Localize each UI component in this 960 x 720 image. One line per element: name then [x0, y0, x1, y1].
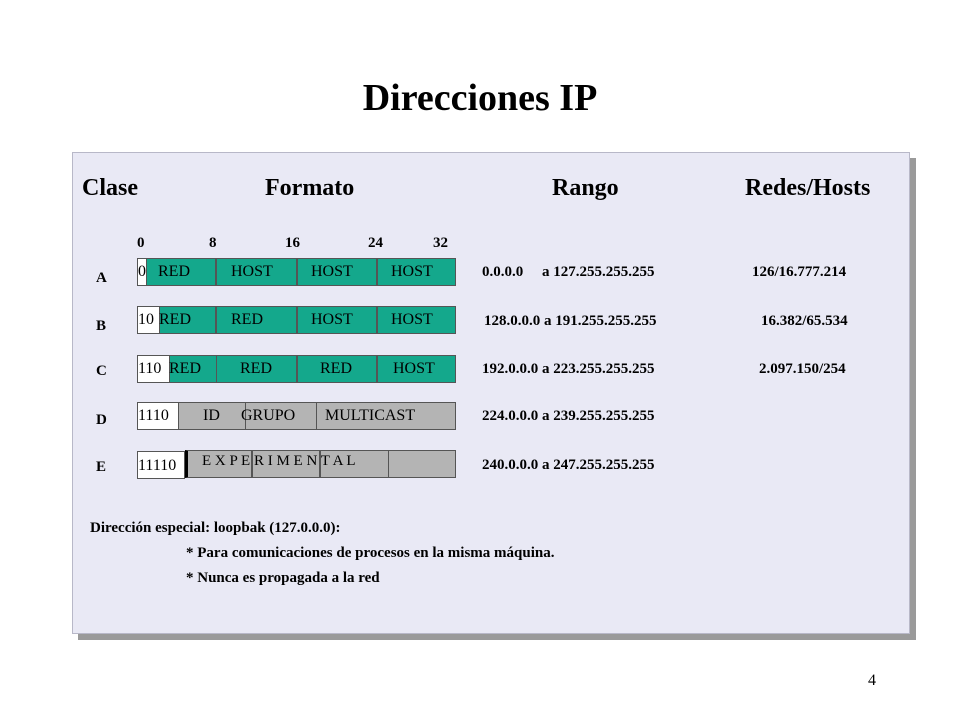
prefix-label-a: 0: [138, 263, 146, 280]
field-label-d-2: GRUPO: [241, 407, 296, 424]
field-label-b-4: HOST: [391, 311, 433, 328]
prefix-label-b: 10: [138, 311, 154, 328]
field-label-b-1: RED: [159, 311, 191, 328]
field-label-c-3: RED: [320, 360, 352, 377]
class-label-e: E: [96, 459, 107, 475]
page-number: 4: [868, 672, 876, 689]
prefix-label-d: 1110: [138, 407, 169, 424]
class-label-b: B: [96, 318, 107, 334]
slide-title: Direcciones IP: [362, 77, 598, 119]
prefix-label-c: 110: [138, 360, 162, 377]
field-label-c-2: RED: [240, 360, 272, 377]
class-label-a: A: [96, 270, 107, 286]
nets-hosts-a: 126/16.777.214: [752, 264, 847, 280]
field-label-d-1: ID: [203, 407, 220, 424]
note-process: * Para comunicaciones de procesos en la misma máquina.: [186, 545, 555, 561]
field-label-c-4: HOST: [393, 360, 435, 377]
range-a: 0.0.0.0 a 127.255.255.255: [482, 264, 655, 280]
note-loopback: Dirección especial: loopbak (127.0.0.0):: [90, 520, 341, 536]
header-rango: Rango: [552, 175, 619, 201]
header-clase: Clase: [82, 175, 138, 201]
range-d: 224.0.0.0 a 239.255.255.255: [482, 408, 655, 424]
nets-hosts-c: 2.097.150/254: [759, 361, 846, 377]
bit-position: 16: [285, 235, 300, 251]
field-label-a-4: HOST: [391, 263, 433, 280]
nets-hosts-b: 16.382/65.534: [761, 313, 848, 329]
range-e: 240.0.0.0 a 247.255.255.255: [482, 457, 655, 473]
field-label-c-1: RED: [169, 360, 201, 377]
field-label-e-1: E X P E R I M E N T A L: [202, 453, 356, 469]
range-b: 128.0.0.0 a 191.255.255.255: [484, 313, 657, 329]
header-redes-hosts: Redes/Hosts: [745, 175, 871, 201]
header-formato: Formato: [265, 175, 355, 201]
prefix-label-e: 11110: [138, 457, 177, 474]
field-label-b-2: RED: [231, 311, 263, 328]
field-label-a-2: HOST: [231, 263, 273, 280]
field-label-b-3: HOST: [311, 311, 353, 328]
bit-position: 8: [209, 235, 217, 251]
field-e-4: [388, 450, 456, 478]
field-label-d-3: MULTICAST: [325, 407, 416, 424]
class-label-c: C: [96, 363, 107, 379]
bit-position: 32: [433, 235, 448, 251]
field-label-a-1: RED: [158, 263, 190, 280]
note-propagation: * Nunca es propagada a la red: [186, 570, 380, 586]
bit-position: 0: [137, 235, 145, 251]
class-label-d: D: [96, 412, 107, 428]
bit-position: 24: [368, 235, 383, 251]
range-c: 192.0.0.0 a 223.255.255.255: [482, 361, 655, 377]
field-label-a-3: HOST: [311, 263, 353, 280]
